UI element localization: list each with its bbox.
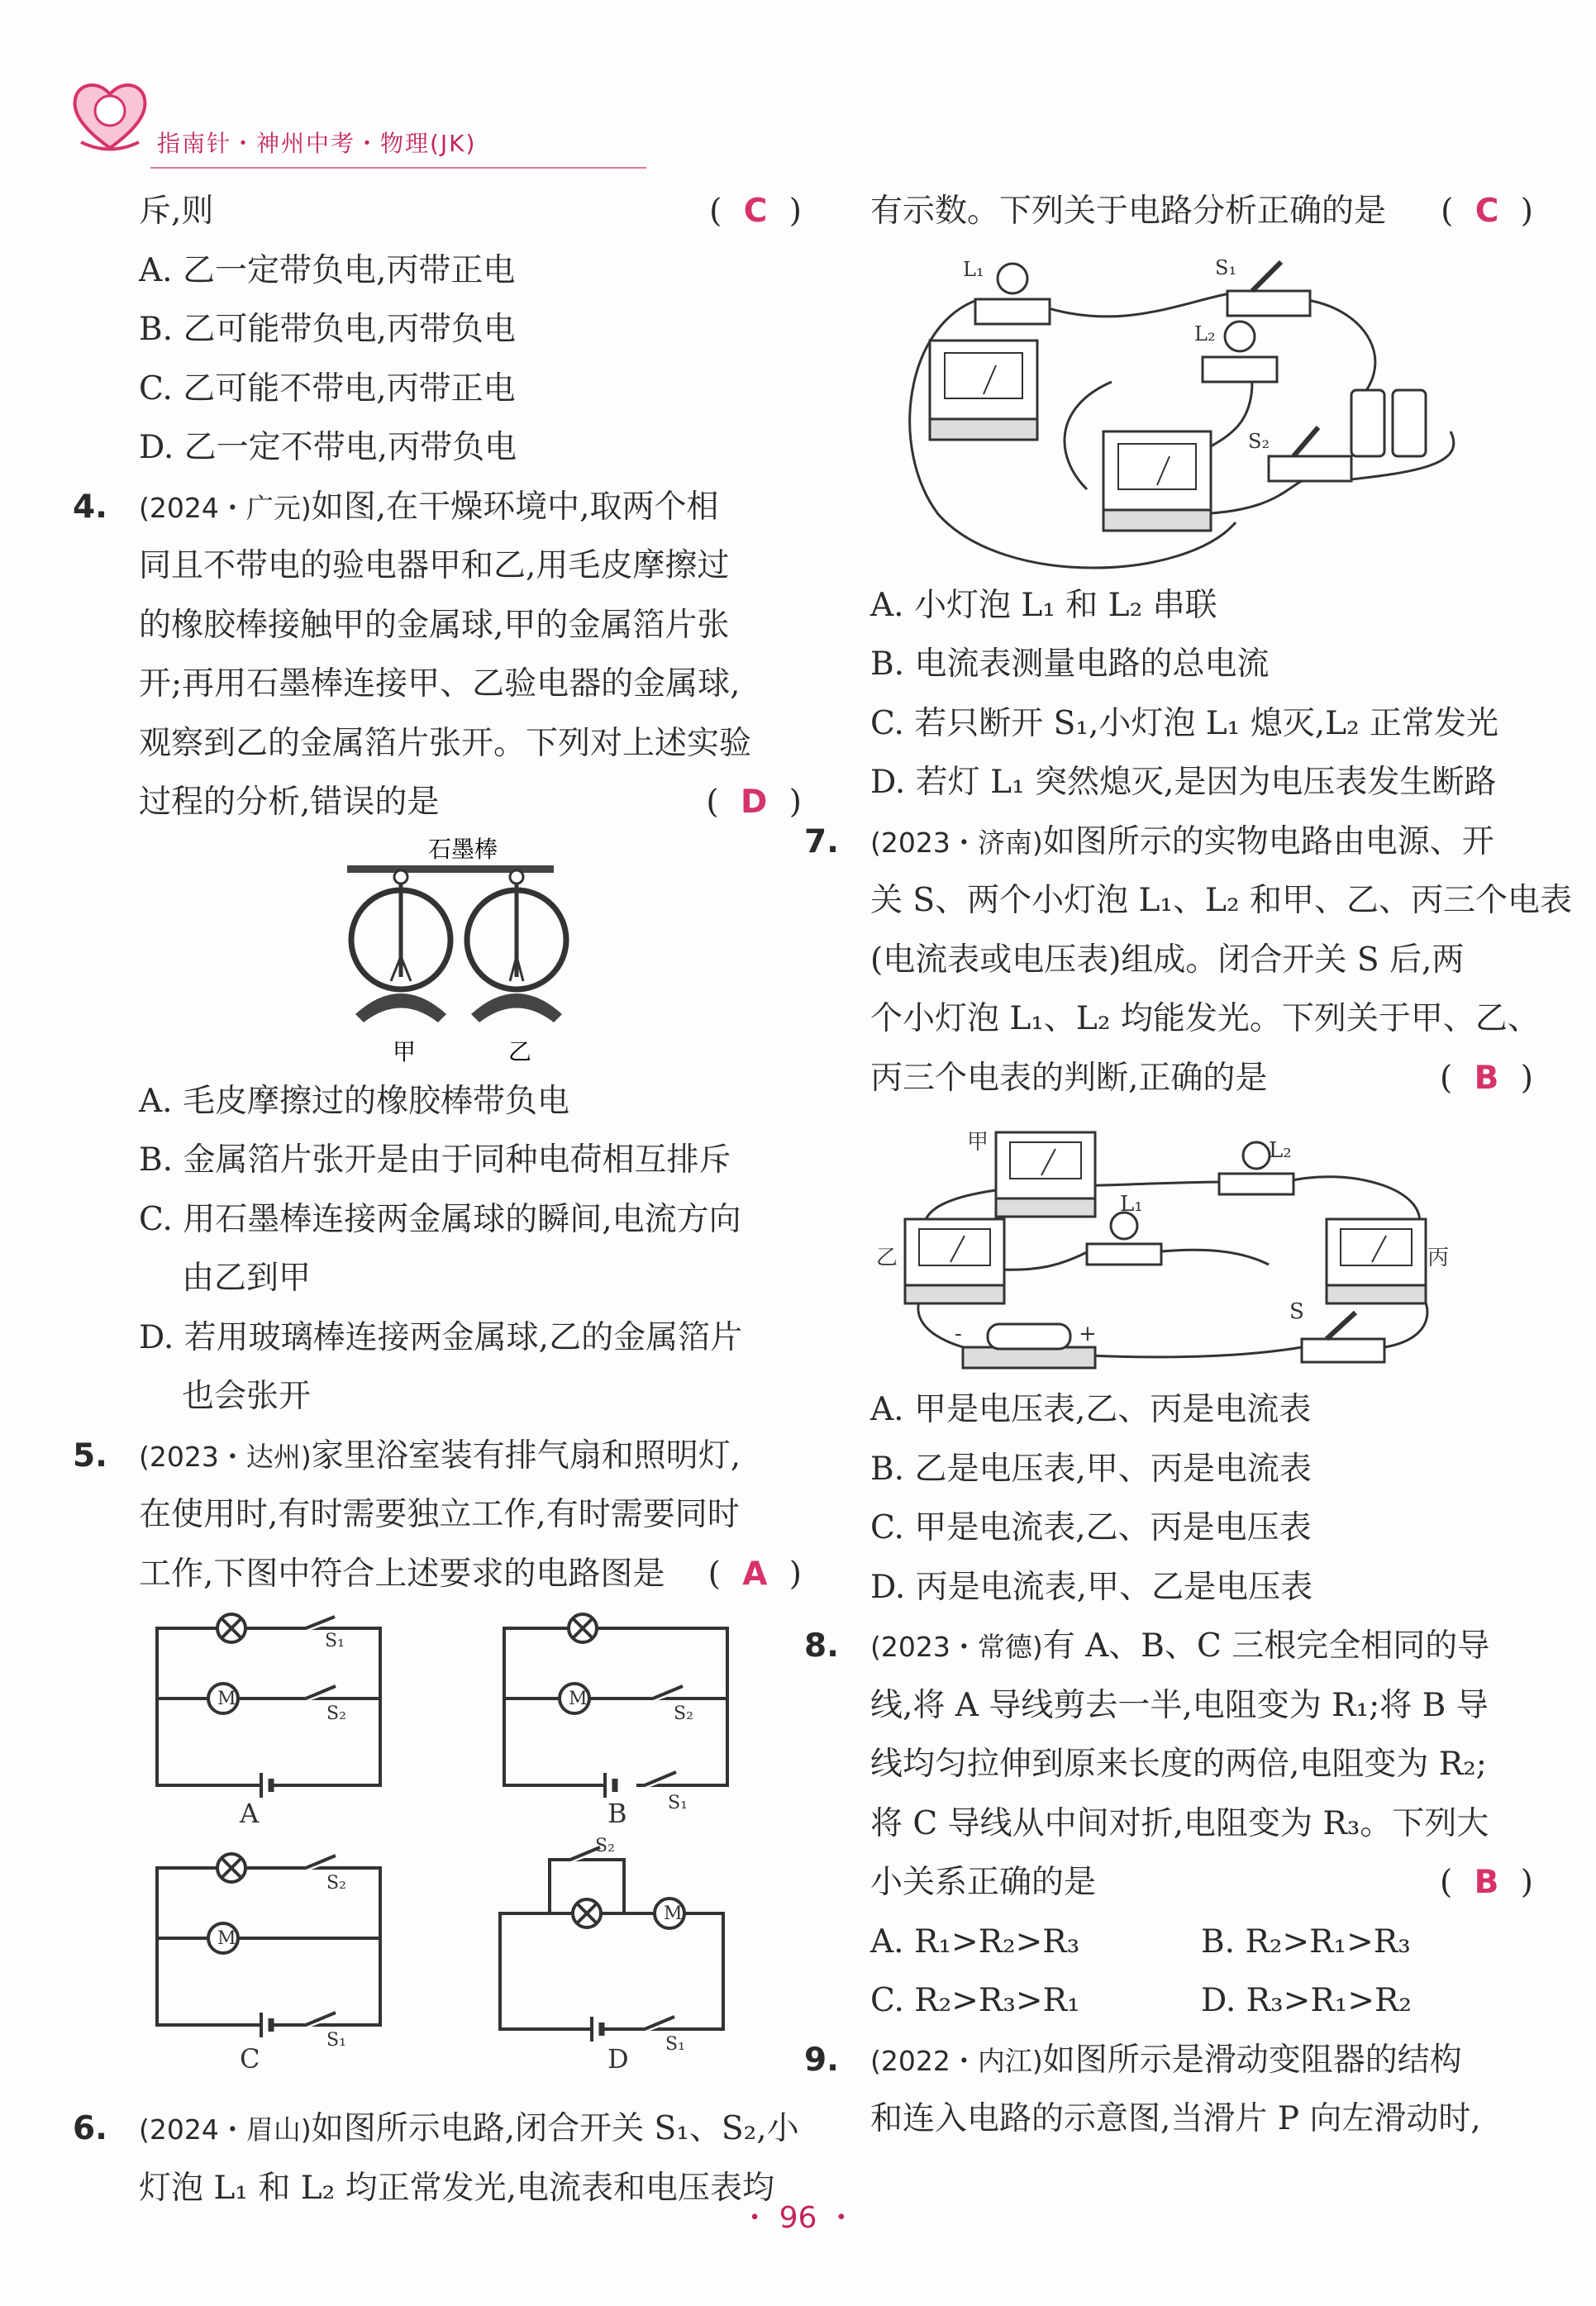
q8-option: C. R₂>R₃>R₁ (870, 1982, 1080, 2019)
question-source: (2022・内江) (870, 2044, 1043, 2077)
page-number: ・ 96 ・ (740, 2201, 856, 2235)
physical-circuit-q7 (839, 1108, 1533, 1380)
battery-pack (1351, 390, 1426, 456)
meter-jia (996, 1132, 1095, 1217)
answer-letter: D (741, 784, 768, 821)
q7-line: 个小灯泡 L₁、L₂ 均能发光。下列关于甲、乙、 (870, 1000, 1540, 1037)
svg-text:S₁: S₁ (325, 1631, 345, 1651)
q8-line: 8. (2023・常德)有 A、B、C 三根完全相同的导 (839, 1617, 1533, 1676)
q8-line: 小关系正确的是 ( B ) (839, 1853, 1533, 1913)
q5-line: 工作,下图中符合上述要求的电路图是 ( A ) (107, 1545, 802, 1604)
q3-option: B. 乙可能带负电,丙带负电 (139, 311, 516, 348)
label-d: D (607, 2043, 629, 2075)
svg-text:-: - (955, 1322, 962, 1346)
q4-line: 的橡胶棒接触甲的金属球,甲的金属箔片张 (139, 606, 730, 644)
bulb-l1 (975, 264, 1050, 324)
q8-option: B. R₂>R₁>R₃ (1201, 1922, 1411, 1961)
page-header (64, 69, 593, 177)
q5-line: 5. (2023・达州)家里浴室装有排气扇和照明灯, (107, 1427, 802, 1486)
svg-text:S₂: S₂ (1248, 429, 1270, 453)
svg-text:S: S (1289, 1299, 1304, 1324)
svg-text:S₂: S₂ (326, 1703, 346, 1724)
circuit-d (500, 1847, 723, 2042)
q9-line: 和连入电路的示意图,当滑片 P 向左滑动时, (870, 2100, 1481, 2137)
rod-label: 石墨棒 (428, 835, 498, 863)
svg-text:乙: 乙 (876, 1246, 898, 1270)
q4-option-cont: 也会张开 (182, 1378, 312, 1415)
q9-line: 9. (2022・内江)如图所示是滑动变阻器的结构 (839, 2031, 1533, 2090)
svg-text:M: M (217, 1928, 236, 1949)
q4-option: C. 用石墨棒连接两金属球的瞬间,电流方向 (139, 1200, 741, 1238)
circuit-b (504, 1614, 727, 1798)
q6-option: C. 若只断开 S₁,小灯泡 L₁ 熄灭,L₂ 正常发光 (870, 704, 1499, 742)
q4-line: 过程的分析,错误的是 ( D ) (107, 773, 802, 832)
q4-line: 观察到乙的金属箔片张开。下列对上述实验 (139, 724, 752, 762)
meter-bing (1327, 1219, 1426, 1303)
svg-text:L₂: L₂ (1194, 322, 1216, 345)
q6-option: B. 电流表测量电路的总电流 (870, 646, 1270, 683)
question-source: (2023・济南) (870, 826, 1043, 859)
question-source: (2024・眉山) (139, 2113, 312, 2146)
circuit-c (157, 1854, 380, 2037)
q8-line: 线,将 A 导线剪去一半,电阻变为 R₁;将 B 导 (870, 1686, 1489, 1724)
electroscope-jia (351, 870, 450, 1022)
switch-s (1302, 1313, 1384, 1362)
header-rule (150, 167, 646, 169)
heart-logo-icon (64, 69, 155, 160)
label-c: C (240, 2043, 260, 2075)
electroscope-figure (107, 832, 802, 1072)
answer-bracket: ( C ) (1441, 193, 1533, 230)
question-number: 5. (73, 1436, 107, 1475)
meter-yi (905, 1219, 1004, 1303)
svg-text:S₂: S₂ (326, 1873, 346, 1894)
q5-line: 在使用时,有时需要独立工作,有时需要同时 (139, 1496, 740, 1533)
q3-option: C. 乙可能不带电,丙带正电 (139, 369, 516, 407)
q4-line: 同且不带电的验电器甲和乙,用毛皮摩擦过 (139, 547, 730, 584)
label-b: B (607, 1798, 627, 1829)
meter-left (930, 341, 1037, 440)
svg-text:L₁: L₁ (963, 257, 984, 281)
q8-option: A. R₁>R₂>R₃ (870, 1922, 1080, 1961)
yi-label: 乙 (508, 1037, 532, 1065)
svg-text:S₂: S₂ (674, 1703, 693, 1724)
svg-text:M: M (664, 1903, 683, 1924)
jia-label: 甲 (393, 1037, 417, 1065)
battery (963, 1324, 1095, 1368)
question-source: (2023・常德) (870, 1631, 1043, 1663)
answer-bracket: ( B ) (1440, 1864, 1533, 1901)
question-source: (2024・广元) (139, 491, 312, 524)
q8-option: D. R₃>R₁>R₂ (1201, 1982, 1413, 2019)
q7-line: (电流表或电压表)组成。闭合开关 S 后,两 (870, 941, 1465, 979)
svg-text:S₁: S₁ (1215, 255, 1237, 279)
physical-circuit-q6 (839, 241, 1533, 576)
q7-line: 丙三个电表的判断,正确的是 ( B ) (839, 1049, 1533, 1108)
question-number: 9. (804, 2041, 839, 2079)
q6-option: D. 若灯 L₁ 突然熄灭,是因为电压表发生断路 (870, 764, 1497, 801)
circuit-diagrams-q5 (107, 1603, 802, 2099)
question-number: 7. (804, 822, 839, 860)
series-brand: 指南针・神州中考・物理(JK) (157, 130, 477, 157)
answer-bracket: ( D ) (706, 784, 802, 821)
q4-option: A. 毛皮摩擦过的橡胶棒带负电 (139, 1082, 569, 1120)
q7-option: C. 甲是电流表,乙、丙是电压表 (870, 1509, 1312, 1546)
svg-text:S₁: S₁ (326, 2030, 346, 2051)
q7-line: 7. (2023・济南)如图所示的实物电路由电源、开 (839, 812, 1533, 872)
answer-letter: C (1475, 193, 1499, 230)
answer-bracket: ( B ) (1440, 1059, 1533, 1097)
answer-bracket: ( A ) (707, 1555, 802, 1593)
q7-option: B. 乙是电压表,甲、丙是电流表 (870, 1450, 1312, 1488)
question-source: (2023・达州) (139, 1440, 312, 1473)
electroscope-yi (467, 870, 566, 1022)
label-a: A (240, 1798, 260, 1829)
q4-line: 开;再用石墨棒连接甲、乙验电器的金属球, (139, 665, 741, 703)
question-number: 4. (73, 488, 107, 526)
svg-text:L₂: L₂ (1269, 1138, 1292, 1163)
left-column (73, 182, 802, 2218)
q6-line: 6. (2024・眉山)如图所示电路,闭合开关 S₁、S₂,小 (107, 2099, 802, 2159)
q8-option-row (839, 1971, 1533, 2031)
q3-option: A. 乙一定带负电,丙带正电 (139, 251, 516, 289)
bulb-l1 (1087, 1213, 1161, 1265)
q6-tail-line: 有示数。下列关于电路分析正确的是 ( C ) (839, 182, 1533, 241)
svg-text:丙: 丙 (1427, 1246, 1450, 1270)
q4-option: D. 若用玻璃棒连接两金属球,乙的金属箔片 (139, 1318, 743, 1356)
circuit-a (157, 1614, 380, 1798)
svg-text:M: M (569, 1689, 588, 1709)
switch-s1 (1227, 262, 1310, 316)
svg-text:S₂: S₂ (595, 1836, 615, 1856)
q7-option: D. 丙是电流表,甲、乙是电压表 (870, 1568, 1313, 1606)
answer-letter: C (743, 193, 768, 230)
q8-line: 将 C 导线从中间对折,电阻变为 R₃。下列大 (870, 1804, 1489, 1842)
q8-option-row (839, 1913, 1533, 1972)
q7-line: 关 S、两个小灯泡 L₁、L₂ 和甲、乙、丙三个电表 (870, 882, 1572, 919)
svg-text:+: + (1079, 1322, 1097, 1346)
svg-text:S₁: S₁ (668, 1793, 688, 1813)
q3-tail-line: 斥,则 ( C ) (107, 182, 802, 241)
q6-line: 灯泡 L₁ 和 L₂ 均正常发光,电流表和电压表均 (139, 2169, 775, 2207)
answer-letter: B (1474, 1059, 1499, 1097)
q4-option: B. 金属箔片张开是由于同种电荷相互排斥 (139, 1141, 731, 1179)
question-number: 8. (804, 1627, 839, 1665)
q6-option: A. 小灯泡 L₁ 和 L₂ 串联 (870, 586, 1217, 624)
svg-text:S₁: S₁ (665, 2034, 685, 2055)
svg-text:L₁: L₁ (1120, 1192, 1143, 1217)
q4-option-cont: 由乙到甲 (182, 1260, 312, 1297)
right-column (804, 182, 1572, 2149)
q3-option: D. 乙一定不带电,丙带负电 (139, 429, 517, 466)
switch-s2 (1269, 427, 1351, 481)
answer-letter: A (742, 1555, 768, 1593)
q8-line: 线均匀拉伸到原来长度的两倍,电阻变为 R₂; (870, 1746, 1487, 1783)
question-number: 6. (73, 2110, 107, 2147)
meter-right (1103, 431, 1211, 531)
answer-letter: B (1474, 1864, 1499, 1901)
svg-text:M: M (217, 1689, 236, 1709)
svg-text:甲: 甲 (967, 1130, 989, 1155)
answer-bracket: ( C ) (709, 193, 802, 230)
q4-line: 4. (2024・广元)如图,在干燥环境中,取两个相 (107, 478, 802, 537)
q7-option: A. 甲是电压表,乙、丙是电流表 (870, 1391, 1312, 1428)
